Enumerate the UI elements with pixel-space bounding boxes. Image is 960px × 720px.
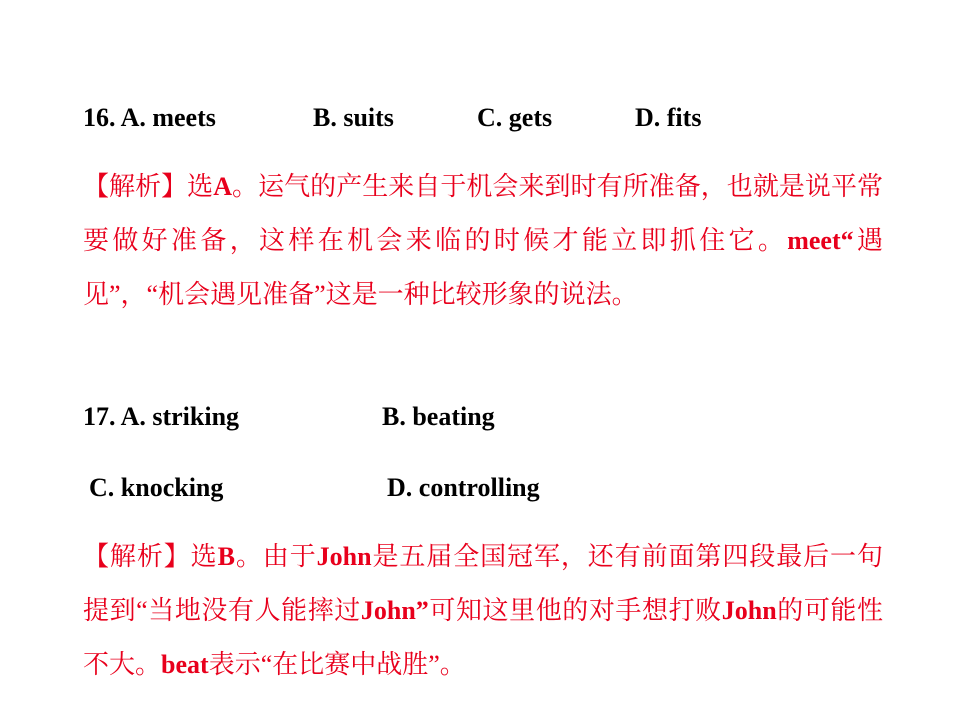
q17-option-d: D. controlling [387,473,540,502]
exp17-text: 选 [190,542,218,571]
q16-option-d: D. fits [635,103,702,132]
exp17-text: 可知这里他的对手想打败 [428,596,722,625]
exp17-text: 是五届全国冠军，还有前面第四段最后一句提到“当地没有人能摔过 [83,542,883,625]
exp17-keyword: John [316,542,372,571]
explanation-17 [83,530,883,692]
exp16-text: 遇见”，“机会遇见准备”这是一种比较形象的说法。 [83,226,883,309]
exp16-text: 。运气的产生来自于机会来到时有所准备，也就是说平常要做好准备，这样在机会来临的时候才能立即抓住它。 [83,172,883,255]
exp16-bracket: 【解析】 [83,172,188,201]
q16-option-c: C. gets [477,103,553,132]
exp17-text: 。由于 [234,542,317,571]
exp17-text: 表示“在比赛中战胜”。 [208,650,466,679]
q17-option-c: C. knocking [89,473,224,502]
exp17-keyword: John” [360,596,429,625]
q17-option-a: 17. A. striking [83,402,240,431]
exp17-bracket: 【解析】 [83,542,191,571]
exp16-text: 选 [187,172,214,201]
q16-option-a: 16. A. meets [83,103,216,132]
q16-option-b: B. suits [313,103,394,132]
exp16-answer: A [213,172,232,201]
exp17-keyword: beat [161,650,209,679]
exp17-text: 的可能性不大。 [83,596,883,679]
exp17-keyword: John [721,596,777,625]
explanation-16 [83,160,883,322]
exp17-answer: B [217,542,235,571]
exp16-keyword: meet“ [787,226,854,255]
q17-option-b: B. beating [382,402,495,431]
